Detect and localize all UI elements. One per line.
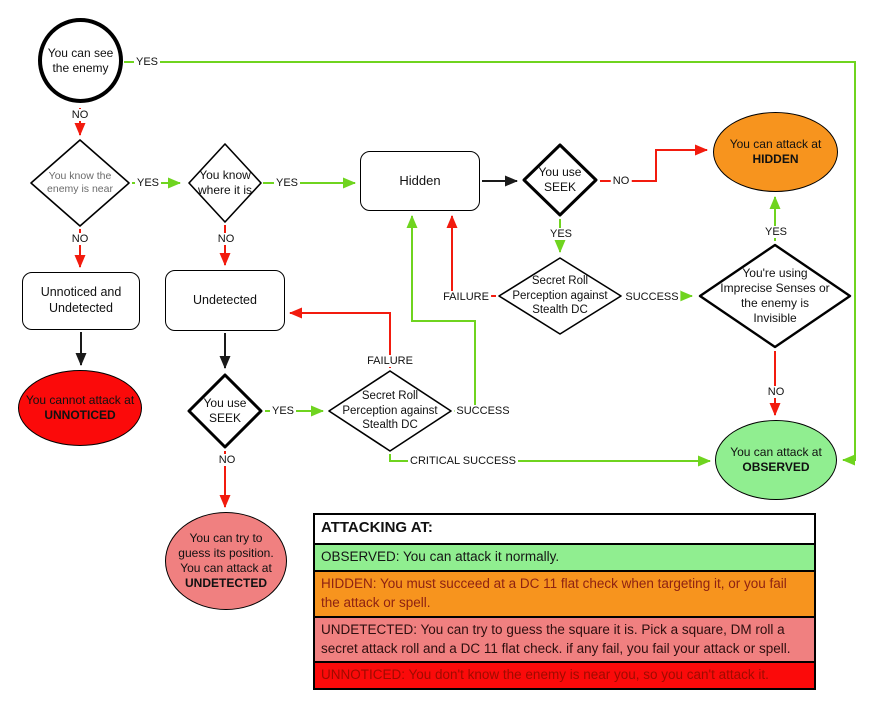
node-see-enemy-label: You can see the enemy bbox=[47, 45, 114, 75]
legend-row-hidden: HIDDEN: You must succeed at a DC 11 flat check when targeting it, or you fail the attack or spell. bbox=[315, 570, 814, 616]
node-cannot-attack-label bbox=[26, 393, 134, 423]
attack-observed-line1: You can attack at bbox=[730, 445, 822, 459]
edge-label-secret-top-failure: FAILURE bbox=[443, 291, 489, 303]
node-imprecise-senses-label: You're using Imprecise Senses or the enemy is Invisible bbox=[720, 266, 830, 325]
node-seek-bottom-label: You use SEEK bbox=[203, 396, 247, 425]
arrow-secret-top-failure bbox=[452, 216, 496, 296]
node-hidden bbox=[360, 151, 480, 211]
cannot-attack-line1: You cannot attack at bbox=[25, 393, 135, 407]
attack-observed-emphasis: OBSERVED bbox=[742, 460, 810, 474]
node-know-near-label: You know the enemy is near bbox=[47, 169, 113, 195]
guess-position-emphasis: UNDETECTED bbox=[184, 576, 267, 590]
node-seek-bottom bbox=[187, 373, 263, 449]
legend-row-undetected: UNDETECTED: You can try to guess the square it is. Pick a square, DM roll a secret attack roll and a DC 11 flat check. if any fail, you fail your attack or spell. bbox=[315, 616, 814, 662]
node-attack-observed bbox=[715, 420, 837, 500]
node-seek-top bbox=[522, 143, 598, 217]
node-secret-roll-bottom-label: Secret Roll Perception against Stealth DC bbox=[342, 390, 438, 432]
node-hidden-label: Hidden bbox=[399, 172, 441, 188]
node-secret-roll-bottom bbox=[328, 370, 452, 452]
edge-label-secret-bottom-success: SUCCESS bbox=[456, 405, 510, 417]
guess-position-line1: You can try to guess its position. You can attack at bbox=[178, 531, 274, 575]
node-guess-position-label bbox=[166, 531, 286, 591]
attacking-at-legend bbox=[313, 513, 816, 690]
node-cannot-attack bbox=[18, 370, 142, 446]
edge-label-know-near-yes: YES bbox=[136, 177, 160, 189]
edge-label-see-enemy-no: NO bbox=[71, 109, 89, 121]
node-see-enemy bbox=[38, 18, 123, 103]
node-secret-roll-top bbox=[498, 257, 622, 335]
node-undetected-box bbox=[165, 270, 285, 331]
node-attack-hidden bbox=[713, 112, 838, 192]
edge-label-seek-top-no: NO bbox=[612, 175, 630, 187]
cannot-attack-emphasis: UNNOTICED bbox=[44, 408, 116, 422]
node-imprecise-senses bbox=[698, 243, 852, 349]
edge-label-seek-top-yes: YES bbox=[549, 228, 573, 240]
edge-label-secret-top-success: SUCCESS bbox=[625, 291, 679, 303]
node-unnoticed-box-label: Unnoticed and Undetected bbox=[40, 285, 122, 315]
edge-label-know-where-yes: YES bbox=[275, 177, 299, 189]
node-unnoticed-box bbox=[22, 272, 140, 330]
edge-label-imprecise-no: NO bbox=[767, 386, 785, 398]
node-attack-observed-label bbox=[730, 445, 822, 475]
node-undetected-box-label: Undetected bbox=[193, 292, 257, 307]
edge-label-know-where-no: NO bbox=[217, 233, 235, 245]
attack-hidden-emphasis: HIDDEN bbox=[752, 152, 799, 166]
edge-label-imprecise-yes: YES bbox=[764, 226, 788, 238]
node-know-near bbox=[30, 139, 130, 227]
legend-row-unnoticed: UNNOTICED: You don't know the enemy is near you, so you can't attack it. bbox=[315, 661, 814, 688]
legend-title: ATTACKING AT: bbox=[315, 515, 814, 543]
edge-label-secret-bottom-failure: FAILURE bbox=[367, 355, 413, 367]
node-secret-roll-top-label: Secret Roll Perception against Stealth DC bbox=[512, 275, 608, 317]
edge-label-see-enemy-yes: YES bbox=[135, 56, 159, 68]
edge-label-seek-bottom-no: NO bbox=[218, 454, 236, 466]
node-guess-position bbox=[165, 512, 287, 610]
legend-row-observed: OBSERVED: You can attack it normally. bbox=[315, 543, 814, 570]
edge-label-secret-bottom-critical: CRITICAL SUCCESS bbox=[410, 455, 516, 467]
attack-hidden-line1: You can attack at bbox=[729, 137, 822, 151]
node-know-where-label: You know where it is bbox=[197, 168, 253, 197]
edge-label-seek-bottom-yes: YES bbox=[271, 405, 295, 417]
node-attack-hidden-label bbox=[730, 137, 822, 167]
node-know-where bbox=[188, 143, 262, 223]
edge-label-know-near-no: NO bbox=[71, 233, 89, 245]
node-seek-top-label: You use SEEK bbox=[538, 165, 582, 194]
